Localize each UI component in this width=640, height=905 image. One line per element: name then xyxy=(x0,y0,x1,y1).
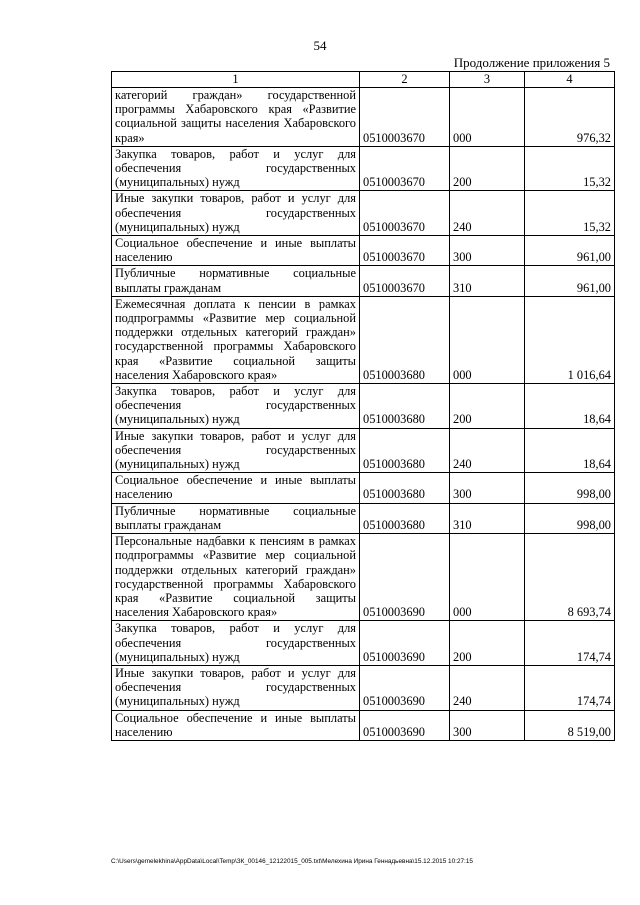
table-row xyxy=(112,621,615,666)
row-description: Социальное обеспечение и иные выплаты населению xyxy=(112,710,360,740)
row-amount: 174,74 xyxy=(525,621,615,666)
row-amount: 18,64 xyxy=(525,428,615,473)
row-target-code: 0510003680 xyxy=(360,473,450,503)
row-amount: 998,00 xyxy=(525,503,615,533)
row-description: Закупка товаров, работ и услуг для обеспечения государственных (муниципальных) нужд xyxy=(112,146,360,191)
row-amount: 961,00 xyxy=(525,236,615,266)
table-row xyxy=(112,534,615,621)
row-target-code: 0510003670 xyxy=(360,146,450,191)
row-target-code: 0510003670 xyxy=(360,191,450,236)
row-target-code: 0510003680 xyxy=(360,384,450,429)
row-expense-type: 200 xyxy=(450,621,525,666)
row-description: Ежемесячная доплата к пенсии в рамках подпрограммы «Развитие мер социальной поддержки отдельных категорий граждан» государственной программы Хабаровского края «Развитие социальной защиты населения Хабаровского края» xyxy=(112,296,360,383)
row-description: Социальное обеспечение и иные выплаты населению xyxy=(112,236,360,266)
row-expense-type: 240 xyxy=(450,428,525,473)
row-amount: 174,74 xyxy=(525,665,615,710)
table-row xyxy=(112,296,615,383)
table-row xyxy=(112,665,615,710)
row-amount: 15,32 xyxy=(525,146,615,191)
row-description: Иные закупки товаров, работ и услуг для обеспечения государственных (муниципальных) нужд xyxy=(112,191,360,236)
row-amount: 976,32 xyxy=(525,88,615,147)
row-description: Иные закупки товаров, работ и услуг для обеспечения государственных (муниципальных) нужд xyxy=(112,428,360,473)
row-target-code: 0510003680 xyxy=(360,296,450,383)
row-expense-type: 240 xyxy=(450,191,525,236)
row-description: Персональные надбавки к пенсиям в рамках подпрограммы «Развитие мер социальной поддержки отдельных категорий граждан» государственной программы Хабаровского края «Развитие социальной защиты населения Хабаровского края» xyxy=(112,534,360,621)
row-expense-type: 000 xyxy=(450,534,525,621)
row-amount: 1 016,64 xyxy=(525,296,615,383)
row-target-code: 0510003690 xyxy=(360,710,450,740)
row-expense-type: 310 xyxy=(450,503,525,533)
row-expense-type: 240 xyxy=(450,665,525,710)
row-expense-type: 000 xyxy=(450,296,525,383)
table-row xyxy=(112,503,615,533)
table-row xyxy=(112,88,615,147)
row-amount: 8 519,00 xyxy=(525,710,615,740)
table-row xyxy=(112,384,615,429)
row-amount: 8 693,74 xyxy=(525,534,615,621)
header-col-3: 3 xyxy=(450,72,525,88)
row-target-code: 0510003680 xyxy=(360,503,450,533)
row-expense-type: 000 xyxy=(450,88,525,147)
row-expense-type: 200 xyxy=(450,146,525,191)
row-target-code: 0510003670 xyxy=(360,236,450,266)
header-col-1: 1 xyxy=(112,72,360,88)
table-row xyxy=(112,236,615,266)
row-expense-type: 300 xyxy=(450,710,525,740)
row-amount: 961,00 xyxy=(525,266,615,296)
row-description: Иные закупки товаров, работ и услуг для обеспечения государственных (муниципальных) нужд xyxy=(112,665,360,710)
header-col-2: 2 xyxy=(360,72,450,88)
row-expense-type: 310 xyxy=(450,266,525,296)
row-amount: 998,00 xyxy=(525,473,615,503)
table-row xyxy=(112,473,615,503)
budget-table xyxy=(111,71,615,741)
page-number: 54 xyxy=(313,38,327,53)
table-row xyxy=(112,191,615,236)
appendix-note: Продолжение приложения 5 xyxy=(453,55,610,70)
row-expense-type: 200 xyxy=(450,384,525,429)
row-expense-type: 300 xyxy=(450,236,525,266)
table-row xyxy=(112,146,615,191)
row-target-code: 0510003690 xyxy=(360,621,450,666)
header-col-4: 4 xyxy=(525,72,615,88)
row-target-code: 0510003670 xyxy=(360,266,450,296)
row-target-code: 0510003690 xyxy=(360,534,450,621)
row-description: категорий граждан» государственной программы Хабаровского края «Развитие социальной защиты населения Хабаровского края» xyxy=(112,88,360,147)
table-body xyxy=(112,88,615,741)
table-row xyxy=(112,710,615,740)
row-target-code: 0510003690 xyxy=(360,665,450,710)
table-header-row xyxy=(112,72,615,88)
row-target-code: 0510003670 xyxy=(360,88,450,147)
row-amount: 18,64 xyxy=(525,384,615,429)
footer-file-path: C:\Users\gemelekhina\AppData\Local\Temp\ЗК_00146_12122015_005.txt\Мелехина Ирина Геннадьевна\15.12.2015 10:27:15 xyxy=(111,858,473,865)
row-amount: 15,32 xyxy=(525,191,615,236)
row-description: Публичные нормативные социальные выплаты гражданам xyxy=(112,266,360,296)
row-description: Закупка товаров, работ и услуг для обеспечения государственных (муниципальных) нужд xyxy=(112,621,360,666)
row-description: Закупка товаров, работ и услуг для обеспечения государственных (муниципальных) нужд xyxy=(112,384,360,429)
row-description: Социальное обеспечение и иные выплаты населению xyxy=(112,473,360,503)
table-row xyxy=(112,428,615,473)
row-description: Публичные нормативные социальные выплаты гражданам xyxy=(112,503,360,533)
row-expense-type: 300 xyxy=(450,473,525,503)
table-row xyxy=(112,266,615,296)
row-target-code: 0510003680 xyxy=(360,428,450,473)
